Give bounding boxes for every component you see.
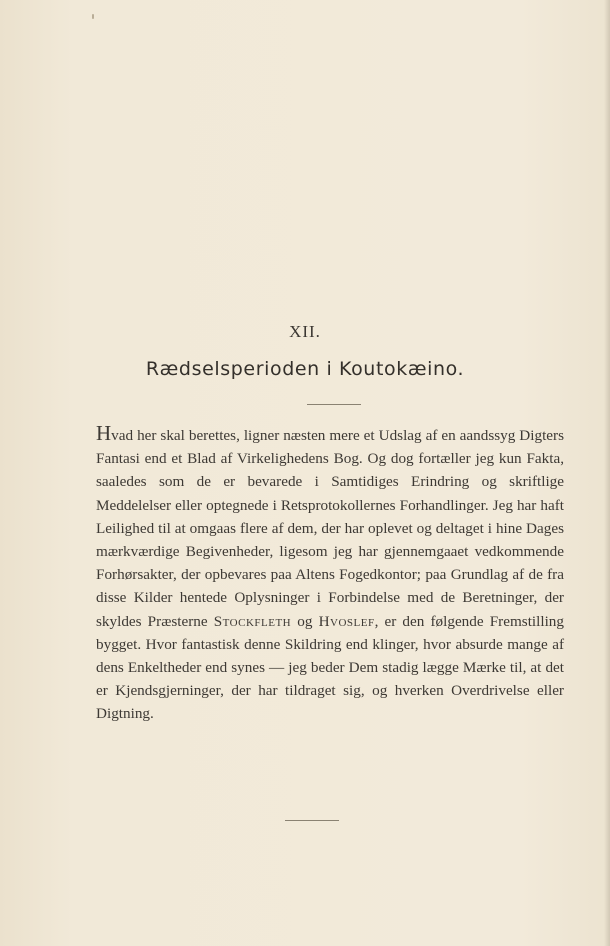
- paragraph-text-part-2: og: [291, 612, 319, 630]
- paragraph-text-part-3: , er den følgende Fremstilling bygget. Hvor fantastisk denne Skildring end klinger, hvor absurde mange af dens Enkeltheder end synes — jeg beder Dem stadig lægge Mærke til, at det er Kjendsgjerninger, der har tildraget sig, og hverken Overdrivelse eller Digtning.: [96, 612, 564, 723]
- page-edge-shadow: [604, 0, 610, 946]
- paragraph-text-part-1: vad her skal berettes, ligner næsten mere et Udslag af en aandssyg Digters Fantasi end et Blad af Virkelighedens Bog. Og dog fortæller jeg kun Fakta, saaledes som de er bevarede i Samtidiges Erindring og skriftlige Meddelelser eller optegnede i Retsprotokollernes Forhandlinger. Jeg har haft Leilighed til at omgaas flere af dem, der har oplevet og deltaget i hine Dages mærkværdige Begivenheder, ligesom jeg har gjennemgaaet vedkommende Forhørsakter, der opbevares paa Altens Fogedkontor; paa Grundlag af de fra disse Kilder hentede Oplysninger i Forbindelse med de Beretninger, der skyldes Præsterne: [96, 427, 564, 630]
- section-end-divider: [285, 820, 339, 821]
- name-stockfleth: Stockfleth: [213, 612, 292, 630]
- chapter-number: XII.: [289, 322, 321, 341]
- chapter-title: Rædselsperioden i Koutokæino.: [145, 358, 465, 380]
- name-hvoslef: Hvoslef: [318, 612, 375, 630]
- initial-letter: H: [96, 421, 112, 445]
- paper-speck: [92, 14, 94, 19]
- title-divider: [307, 404, 361, 405]
- body-paragraph: [96, 421, 564, 726]
